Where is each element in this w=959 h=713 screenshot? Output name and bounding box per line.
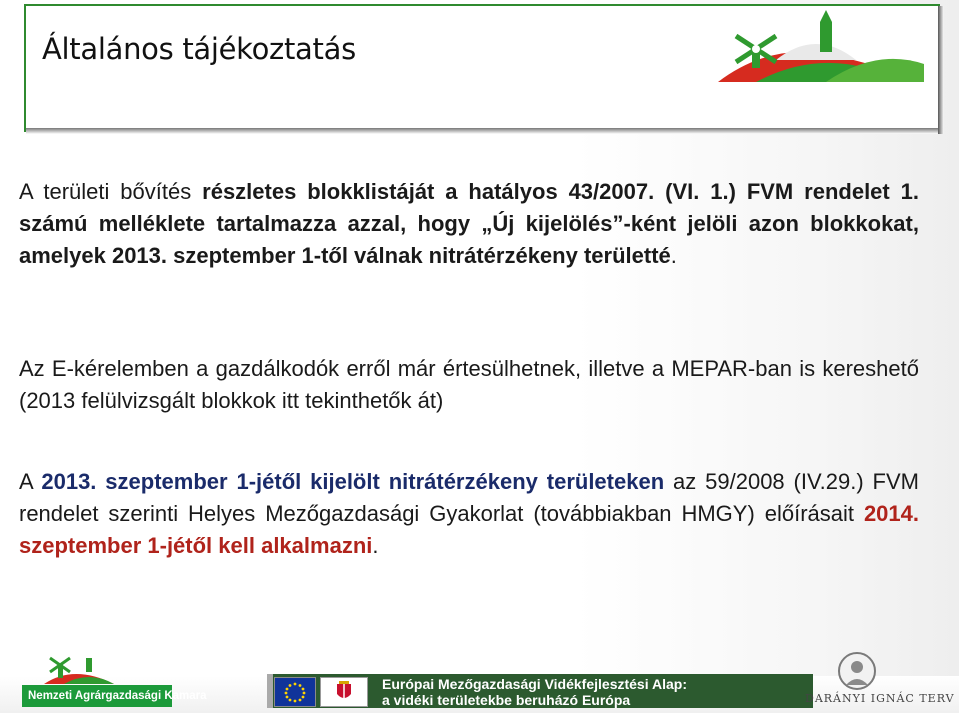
paragraph-hmgy-lead: A xyxy=(19,469,42,494)
nak-logo-label: Nemzeti Agrárgazdasági Kamara xyxy=(22,685,172,707)
paragraph-hmgy-deadline: 2014. szeptember 1-jétől kell alkalmazni xyxy=(19,501,919,558)
title-frame-shadow xyxy=(26,128,942,134)
paragraph-ekerelem: Az E-kérelemben a gazdálkodók erről már értesülhetnek, illetve a MEPAR-ban is kereshető (2013 felülvizsgált blokkok itt tekinthetők át) xyxy=(19,356,919,413)
paragraph-blocklist-lead: A területi bővítés xyxy=(19,179,203,204)
title-frame-shadow-right xyxy=(938,6,944,134)
paragraph-hmgy-end: . xyxy=(372,533,379,558)
daranyi-portrait-icon xyxy=(836,651,878,691)
paragraph-hmgy xyxy=(19,466,919,562)
paragraph-blocklist-end: . xyxy=(670,243,677,268)
paragraph-blocklist xyxy=(19,176,919,272)
windmill-village-logo xyxy=(716,8,926,88)
paragraph-hmgy-middle: az 59/2008 (IV.29.) FVM rendelet szerinti Helyes Mezőgazdasági Gyakorlat (továbbiakban HMGY) előírásait xyxy=(19,469,919,526)
hungary-emblem-icon xyxy=(320,677,368,707)
page-title: Általános tájékoztatás xyxy=(42,32,356,66)
eu-fund-text-line1: Európai Mezőgazdasági Vidékfejlesztési Alap: xyxy=(382,676,687,692)
eu-flag-icon xyxy=(274,677,316,707)
paragraph-hmgy-area: 2013. szeptember 1-jétől kijelölt nitrátérzékeny területeken xyxy=(41,469,665,494)
nak-windmill-icon xyxy=(44,652,114,684)
paragraph-blocklist-emphasis: részletes blokklistáját a hatályos 43/2007. (VI. 1.) FVM rendelet 1. számú melléklete tartalmazza azzal, hogy „Új kijelölés”-ként jelöli azon blokkokat, amelyek 2013. szeptember 1-től válnak nitrátérzékeny területté xyxy=(19,179,919,268)
eu-fund-text xyxy=(382,676,802,708)
daranyi-label: DARÁNYI IGNÁC TERV xyxy=(805,692,955,705)
eu-fund-text-line2: a vidéki területekbe beruházó Európa xyxy=(382,692,631,708)
